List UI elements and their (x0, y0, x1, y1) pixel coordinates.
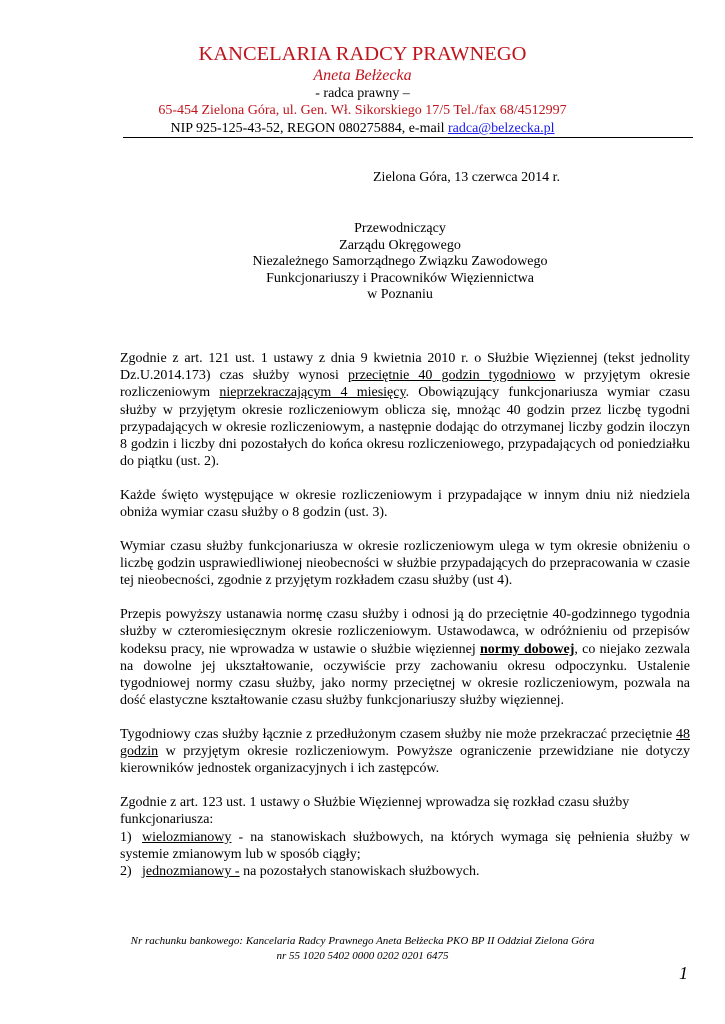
firm-identifiers (0, 122, 725, 136)
firm-name: KANCELARIA RADCY PRAWNEGO (198, 43, 527, 65)
paragraph-schedule (120, 794, 690, 880)
header-divider (123, 137, 693, 138)
letter-date: Zielona Góra, 13 czerwca 2014 r. (373, 170, 560, 185)
text-span: Zgodnie z art. 123 ust. 1 ustawy o Służbie Więziennej wprowadza się rozkład czasu służby (120, 795, 630, 811)
text-span: funkcjonariusza: (120, 812, 214, 828)
footer-line: Nr rachunku bankowego: Kancelaria Radcy Prawnego Aneta Bełżecka PKO BP II Oddział Zielona Góra (130, 935, 595, 947)
text-span: Zgodnie z art. 121 ust. 1 ustawy z dnia 9 kwietnia 2010 r. o Służbie Więziennej (tekst jednolity Dz.U.2014.173) czas służby wynosi (120, 351, 690, 384)
addressee-line: Niezależnego Samorządnego Związku Zawodowego (252, 254, 548, 270)
nip-regon-text: NIP 925-125-43-52, REGON 080275884, e-mail (170, 121, 445, 136)
paragraph-norm (120, 606, 690, 709)
footer-line: nr 55 1020 5402 0000 0202 0201 6475 (276, 950, 449, 962)
list-term: jednozmianowy - (142, 864, 240, 880)
text-span: w przyjętym okresie rozliczeniowym (120, 368, 690, 401)
bank-account-footer (0, 934, 725, 964)
text-span: . Obowiązujący funkcjonariusza wymiar czasu służby w przyjętym okresie rozliczeniowym oblicza się, mnożąc 40 godzin przez liczbę tygodni przypadających w okresie rozliczeniowym, a następnie dodając do otrzymanej liczby godzin iloczyn 8 godzin i liczby dni pozostałych do końca okresu rozliczeniowego, przypadających od poniedziałku do piątku (ust. 2). (120, 385, 690, 470)
addressee-block (240, 221, 560, 304)
email-link[interactable]: radca@belzecka.pl (447, 121, 555, 136)
lawyer-name: Aneta Bełżecka (313, 67, 412, 84)
paragraph-service-time (120, 350, 690, 470)
list-number: 2) (120, 864, 132, 880)
addressee-line: w Poznaniu (367, 287, 433, 303)
list-term: wielozmianowy (142, 829, 232, 845)
underlined-phrase: nieprzekraczającym 4 miesięcy (219, 385, 406, 401)
text-span: , co niejako zezwala na dowolne jej ukształtowanie, oczywiście przy zachowaniu okresu odpoczynku. Ustalenie tygodniowej normy czasu służby, jako normy przeciętnej w okresie rozliczeniowym, pozwala na dość elastyczne kształtowanie czasu służby funkcjonariuszy służby więziennej. (120, 641, 691, 709)
addressee-line: Funkcjonariuszy i Pracowników Więziennictwa (266, 270, 534, 286)
underlined-phrase: przeciętnie 40 godzin tygodniowo (347, 368, 556, 384)
list-number: 1) (120, 829, 132, 845)
bold-underlined-phrase: normy dobowej (479, 641, 575, 657)
addressee-line: Przewodniczący (354, 221, 446, 236)
firm-address: 65-454 Zielona Góra, ul. Gen. Wł. Sikorskiego 17/5 Tel./fax 68/4512997 (158, 103, 567, 118)
paragraph-absence: Wymiar czasu służby funkcjonariusza w okresie rozliczeniowym ulega w tym okresie obniżeniu o liczbę godzin usprawiedliwionej nieobecności w służbie przypadających do przepracowania w czasie tej nieobecności, zgodnie z przyjętym rozkładem czasu służby (ust 4). (120, 539, 690, 589)
list-text: na pozostałych stanowiskach służbowych. (243, 864, 480, 880)
underlined-phrase: 48 godzin (120, 727, 690, 760)
letter-body (120, 350, 690, 880)
addressee-line: Zarządu Okręgowego (339, 237, 461, 253)
text-span: w przyjętym okresie rozliczeniowym. Powyższe ograniczenie przewidziane nie dotyczy kierowników jednostek organizacyjnych i ich zastępców. (120, 744, 690, 777)
text-span: Tygodniowy czas służby łącznie z przedłużonym czasem służby nie może przekraczać przeciętnie (120, 727, 673, 743)
list-text: - na stanowiskach służbowych, na których wymaga się pełnienia służby w systemie zmianowym lub w sposób ciągły; (120, 829, 690, 862)
lawyer-role: - radca prawny – (315, 86, 410, 101)
paragraph-holidays: Każde święto występujące w okresie rozliczeniowym i przypadające w innym dniu niż niedziela obniża wymiar czasu służby o 8 godzin (ust. 3). (120, 488, 690, 521)
paragraph-weekly-limit (120, 726, 690, 778)
page-number: 1 (679, 963, 688, 983)
text-span: Przepis powyższy ustanawia normę czasu służby i odnosi ją do przeciętnie 40-godzinnego tygodnia służby w czteromiesięcznym okresie rozliczeniowym. Ustawodawca, w odróżnieniu od przepisów kodeksu pracy, nie wprowadza w ustawie o służbie więziennej (120, 607, 690, 657)
